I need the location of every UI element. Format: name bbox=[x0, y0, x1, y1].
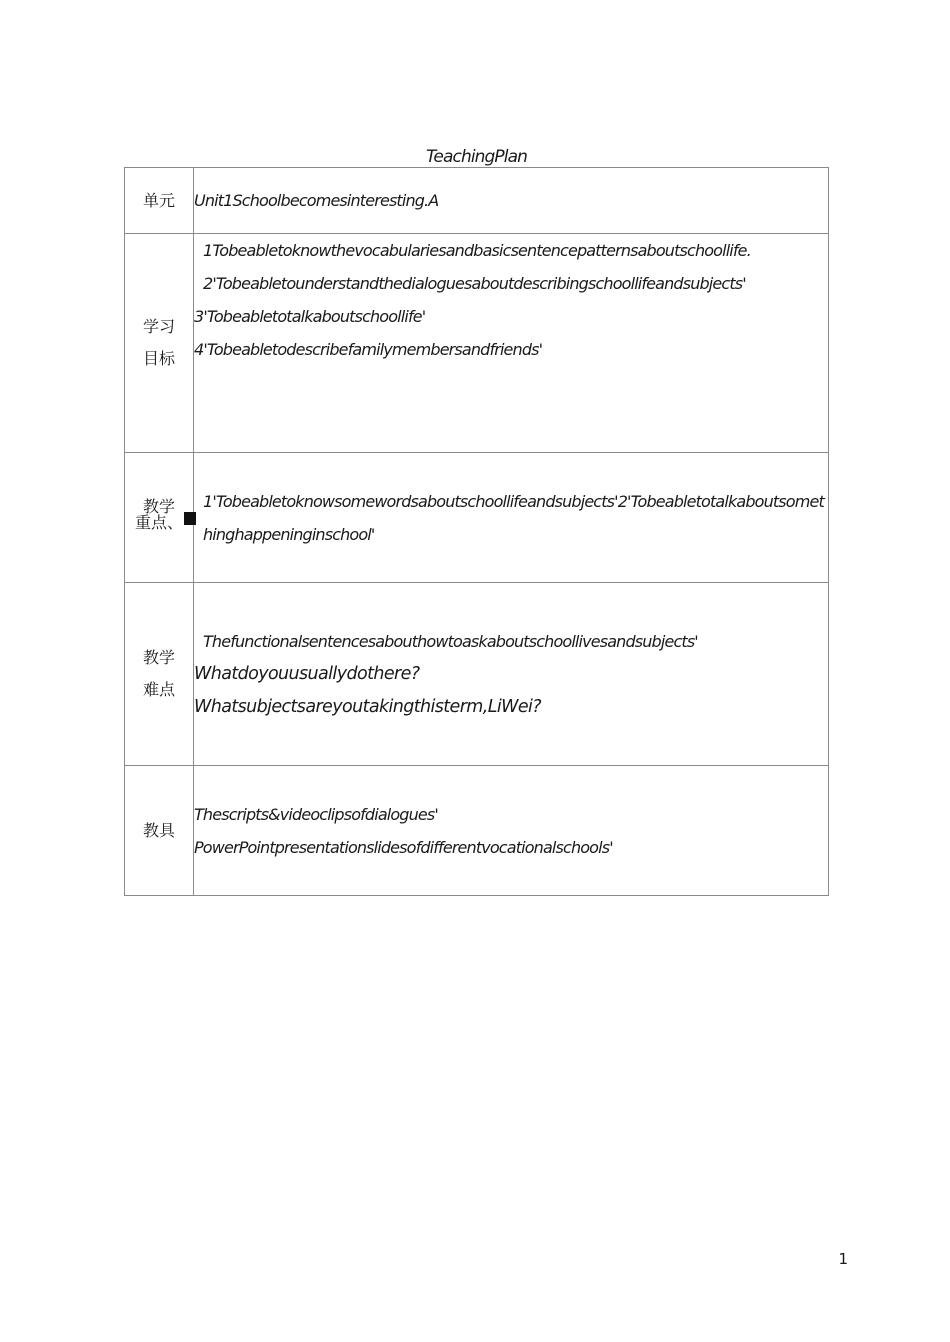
row-label-text: 教学 bbox=[142, 648, 175, 667]
row-label-difficult-points bbox=[125, 583, 194, 766]
square-mark bbox=[184, 512, 196, 525]
content-line: Unit1Schoolbecomesinteresting.A bbox=[194, 191, 439, 210]
content-line: 3'Tobeabletotalkaboutschoollife' bbox=[194, 307, 426, 326]
row-label-unit bbox=[125, 168, 194, 234]
row-label-text: 重点、 bbox=[134, 513, 183, 532]
row-label-text: 目标 bbox=[142, 349, 175, 368]
row-label-objectives bbox=[125, 234, 194, 453]
table-row-key-points bbox=[125, 453, 829, 583]
row-label-text: 教学 bbox=[142, 497, 175, 516]
row-content-unit bbox=[194, 168, 829, 234]
row-label-teaching-aids bbox=[125, 766, 194, 896]
content-line: 1Tobeabletoknowthevocabulariesandbasicsentencepatternsaboutschoollife. bbox=[203, 241, 751, 260]
row-label-text: 难点 bbox=[142, 680, 175, 699]
table-row-difficult-points bbox=[125, 583, 829, 766]
row-content-teaching-aids bbox=[194, 766, 829, 896]
row-label-text: 学习 bbox=[142, 317, 175, 336]
content-line: Whatsubjectsareyoutakingthisterm,LiWei? bbox=[194, 696, 541, 717]
content-line: 2'Tobeabletounderstandthedialoguesaboutdescribingschoollifeandsubjects' bbox=[203, 274, 746, 293]
content-line: Whatdoyouusuallydothere? bbox=[194, 663, 420, 684]
content-line: 4'Tobeabletodescribefamilymembersandfriends' bbox=[194, 340, 543, 359]
row-content-difficult-points bbox=[194, 583, 829, 766]
row-label-key-points bbox=[125, 453, 194, 583]
table-row-objectives bbox=[125, 234, 829, 453]
content-line: PowerPointpresentationslidesofdifferentvocationalschools' bbox=[194, 837, 613, 857]
content-line: 1'Tobeabletoknowsomewordsaboutschoollifeandsubjects'2'Tobeabletotalkaboutsomethinghappeninginschool' bbox=[203, 491, 824, 544]
row-label-text: 单元 bbox=[142, 190, 175, 210]
content-line: Thefunctionalsentencesabouthowtoaskaboutschoollivesandsubjects' bbox=[203, 631, 698, 651]
row-label-stack bbox=[135, 496, 183, 534]
table-row-teaching-aids bbox=[125, 766, 829, 896]
row-label-text: 教具 bbox=[142, 820, 175, 840]
row-content-objectives bbox=[194, 234, 829, 453]
page-number: 1 bbox=[838, 1250, 848, 1268]
teaching-plan-table bbox=[124, 167, 829, 896]
document-title: TeachingPlan bbox=[426, 147, 527, 167]
table-row-unit bbox=[125, 168, 829, 234]
row-content-key-points bbox=[194, 453, 829, 583]
content-line: Thescripts&videoclipsofdialogues' bbox=[194, 804, 438, 824]
